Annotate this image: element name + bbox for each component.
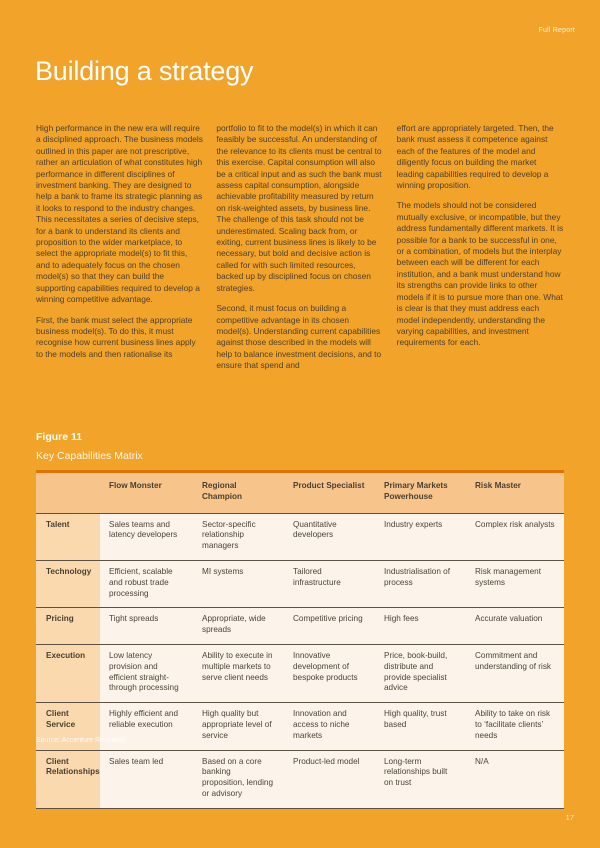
table-cell: Based on a core banking proposition, lending or advisory bbox=[193, 750, 284, 808]
table-cell: Accurate valuation bbox=[466, 608, 564, 645]
table-row bbox=[36, 608, 564, 645]
table-cell: Sector-specific relationship managers bbox=[193, 513, 284, 560]
table-column-header bbox=[36, 472, 100, 514]
table-row bbox=[36, 750, 564, 808]
table-header-row bbox=[36, 472, 564, 514]
figure-label: Figure 11 bbox=[36, 431, 83, 443]
table-column-header: Risk Master bbox=[466, 472, 564, 514]
table-row-label: Talent bbox=[36, 513, 100, 560]
table-row-label: Pricing bbox=[36, 608, 100, 645]
table-cell: Appropriate, wide spreads bbox=[193, 608, 284, 645]
table-cell: Ability to execute in multiple markets to serve client needs bbox=[193, 644, 284, 702]
figure-subtitle: Key Capabilities Matrix bbox=[36, 450, 143, 462]
table-cell: Industry experts bbox=[375, 513, 466, 560]
table-cell: Low latency provision and efficient straight-through processing bbox=[100, 644, 193, 702]
table-cell: High fees bbox=[375, 608, 466, 645]
table-cell: Product-led model bbox=[284, 750, 375, 808]
table-row-label: Technology bbox=[36, 560, 100, 607]
table-cell: N/A bbox=[466, 750, 564, 808]
table-cell: Long-term relationships built on trust bbox=[375, 750, 466, 808]
table-row-label: Client Service bbox=[36, 703, 100, 750]
table-cell: Quantitative developers bbox=[284, 513, 375, 560]
table-column-header: Product Specialist bbox=[284, 472, 375, 514]
table-row-label: Client Relationships bbox=[36, 750, 100, 808]
table-body bbox=[36, 513, 564, 808]
table-cell: Ability to take on risk to ‘facilitate clients’ needs bbox=[466, 703, 564, 750]
table-row bbox=[36, 644, 564, 702]
table-cell: High quality but appropriate level of service bbox=[193, 703, 284, 750]
table-cell: Commitment and understanding of risk bbox=[466, 644, 564, 702]
body-paragraph: First, the bank must select the appropriate business model(s). To do this, it must recognise how current business lines apply to the models and then rationalise its bbox=[36, 314, 196, 359]
report-header-label: Full Report bbox=[538, 27, 575, 34]
page-number: 17 bbox=[565, 813, 574, 822]
table-column-header: Regional Champion bbox=[193, 472, 284, 514]
body-paragraph: portfolio to fit to the model(s) in which it can feasibly be successful. An understanding of the relevance to its clients must be central to this exercise. Capital consumption will also be a critical input and as such the bank must assess capital consumption, alongside achievable profitability measured by return on risk-weighted assets, by business line. The challenge of this task should not be underestimated. Scaling back from, or exiting, current business lines is likely to be necessary, but bold and decisive action is called for with such limited resources, backed up by disciplined focus on chosen strategies. bbox=[216, 123, 382, 293]
page-title: Building a strategy bbox=[35, 56, 254, 86]
table-row bbox=[36, 560, 564, 607]
table-cell: Tight spreads bbox=[100, 608, 193, 645]
text-column-3 bbox=[397, 123, 564, 381]
table-column-header: Flow Monster bbox=[100, 472, 193, 514]
table-cell: Innovative development of bespoke products bbox=[284, 644, 375, 702]
table-cell: Price, book-build, distribute and provide specialist advice bbox=[375, 644, 466, 702]
table-row bbox=[36, 513, 564, 560]
body-paragraph: High performance in the new era will require a disciplined approach. The business models outlined in this paper are not prescriptive, rather an articulation of what constitutes high performance in different disciplines of investment banking. They are designed to help a bank to frame its strategic planning as it looks to respond to the industry changes. This necessitates a series of decisive steps, for a bank to understand its clients and proposition to the wider marketplace, to select the appropriate model(s) to fit this, and to adequately focus on the chosen model(s) so that they can build the supporting capabilities required to develop a winning competitive advantage. bbox=[36, 123, 203, 305]
table-cell: Tailored infrastructure bbox=[284, 560, 375, 607]
table-cell: Sales teams and latency developers bbox=[100, 513, 193, 560]
text-column-1 bbox=[36, 123, 203, 381]
table-cell: High quality, trust based bbox=[375, 703, 466, 750]
table-cell: Risk management systems bbox=[466, 560, 564, 607]
source-note: Source: Accenture Research bbox=[36, 737, 126, 744]
capabilities-matrix-table bbox=[36, 470, 564, 809]
table-cell: Sales team led bbox=[100, 750, 193, 808]
table-cell: Industrialisation of process bbox=[375, 560, 466, 607]
table-cell: MI systems bbox=[193, 560, 284, 607]
body-paragraph: Second, it must focus on building a competitive advantage in its chosen model(s). Understanding current capabilities against those described in the models will help to balance investment decisions, and to ensure that spend and bbox=[216, 303, 382, 371]
table-cell: Competitive pricing bbox=[284, 608, 375, 645]
body-text-columns bbox=[36, 123, 564, 381]
table-row-label: Execution bbox=[36, 644, 100, 702]
table-cell: Complex risk analysts bbox=[466, 513, 564, 560]
body-paragraph: The models should not be considered mutually exclusive, or incompatible, but they address fundamentally different markets. It is possible for a bank to be successful in one, or a combination, of models but the interplay between each will be different for each institution, and a bank must understand how its strengths can provide links to other models if it is to pursue more than one. What is clear is that they must address each model independently, understanding the varying capabilities, and investment requirements for each. bbox=[396, 200, 564, 348]
table-header bbox=[36, 472, 564, 514]
table-cell: Efficient, scalable and robust trade processing bbox=[100, 560, 193, 607]
body-paragraph: effort are appropriately targeted. Then, the bank must assess it competence against each of the features of the model and diligently focus on building the market leading capabilities required to develop a winning proposition. bbox=[396, 123, 554, 191]
table-column-header: Primary Markets Powerhouse bbox=[375, 472, 466, 514]
table-cell: Innovation and access to niche markets bbox=[284, 703, 375, 750]
table-cell: Highly efficient and reliable execution bbox=[100, 703, 193, 750]
text-column-2 bbox=[216, 123, 383, 381]
